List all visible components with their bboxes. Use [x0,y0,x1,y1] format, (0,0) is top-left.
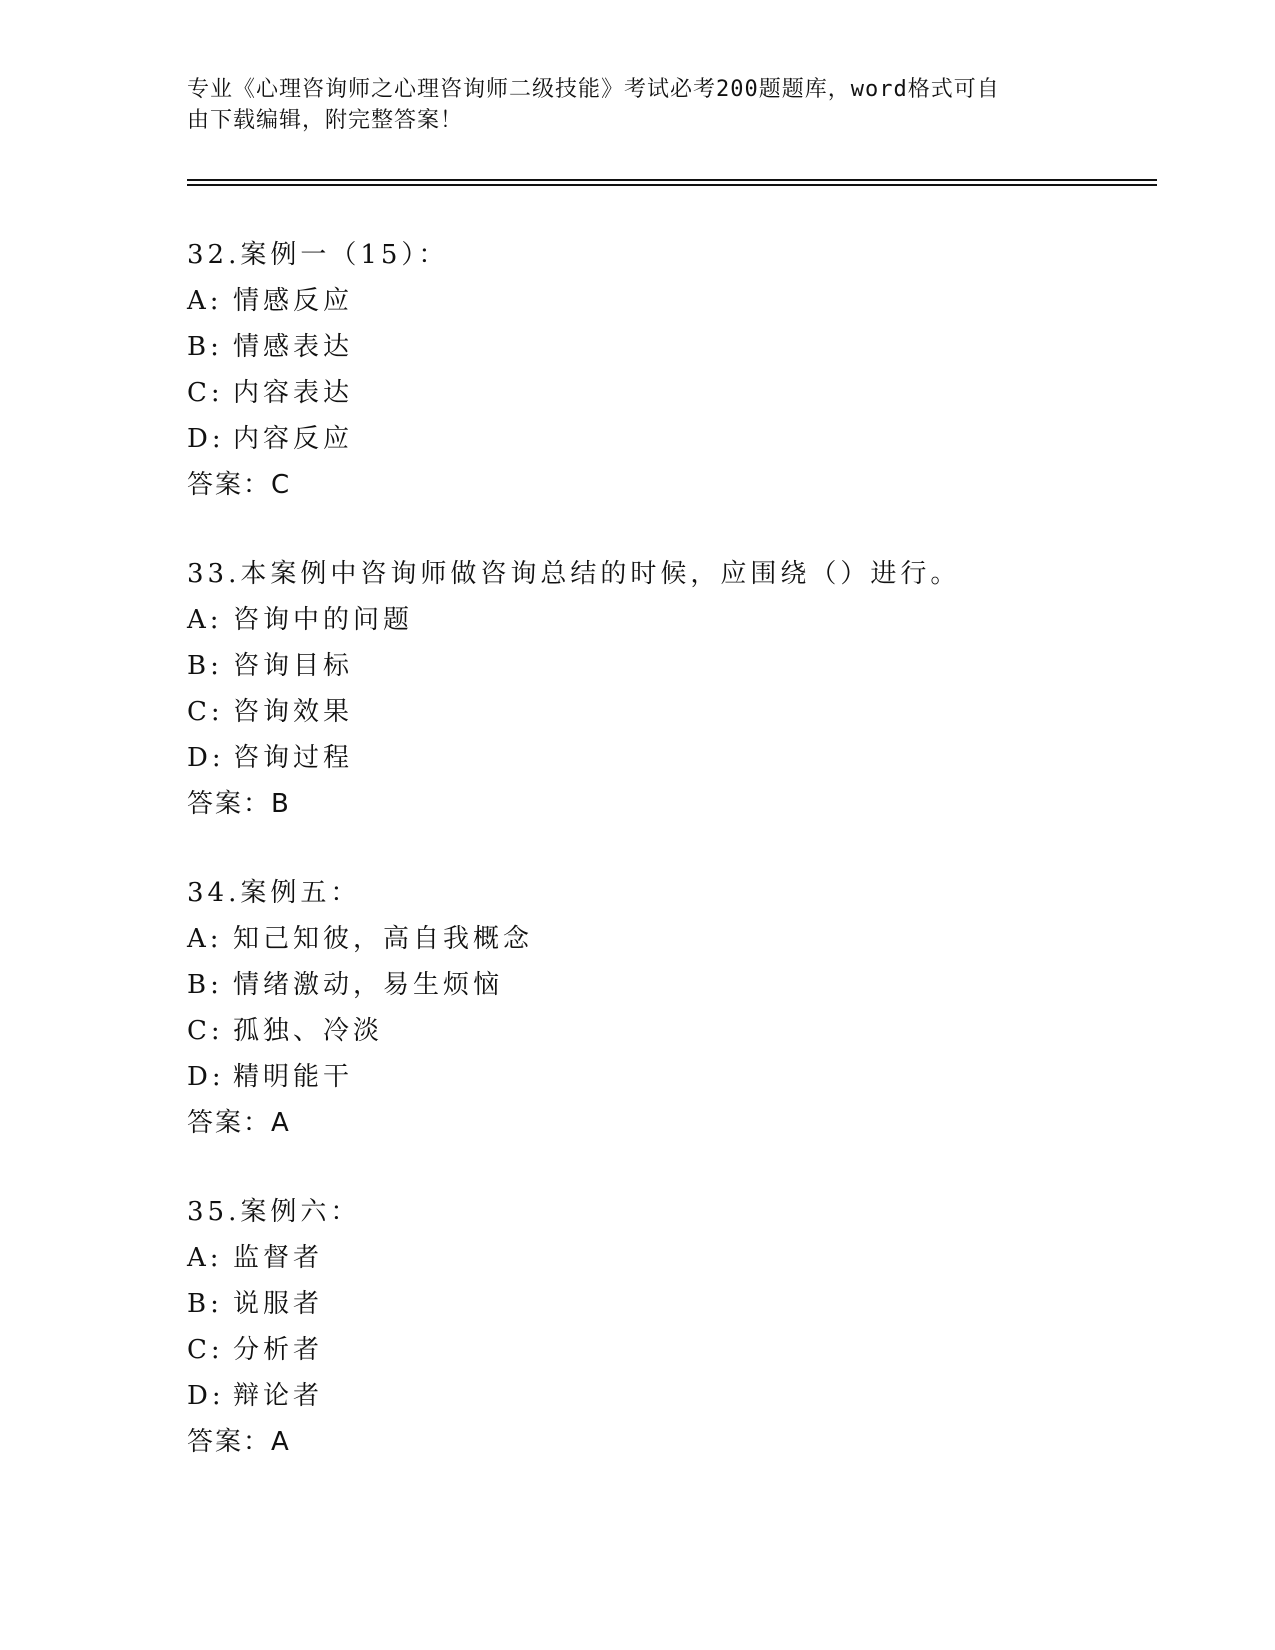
option-text: 咨询过程 [233,743,354,773]
option-a [187,597,1147,643]
option-d [187,735,1147,781]
question-stem: 32.案例一（15）： [187,240,449,270]
header-line-2: 由下载编辑，附完整答案！ [187,108,464,133]
option-a [187,278,1147,324]
option-text: 辩论者 [233,1381,324,1411]
option-label: C: [187,1335,224,1365]
option-b [187,324,1147,370]
option-c [187,689,1147,735]
option-b [187,1281,1147,1327]
option-label: B: [187,332,223,362]
option-text: 监督者 [233,1243,324,1273]
option-b [187,643,1147,689]
header-divider-top [187,179,1157,181]
option-text: 内容表达 [233,378,354,408]
option-text: 孤独、冷淡 [233,1016,384,1046]
question-stem: 35.案例六： [187,1197,361,1227]
option-label: D: [187,424,225,454]
option-d [187,1054,1147,1100]
document-header [187,74,1087,136]
question-stem: 33.本案例中咨询师做咨询总结的时候，应围绕（）进行。 [187,559,961,589]
header-divider-bottom [187,184,1157,186]
option-label: A: [187,1243,223,1273]
option-label: A: [187,286,223,316]
option-text: 情绪激动，易生烦恼 [233,970,504,1000]
answer-line: 答案：A [187,1427,291,1457]
option-d [187,416,1147,462]
option-label: B: [187,970,223,1000]
option-text: 情感表达 [233,332,354,362]
option-label: D: [187,1381,225,1411]
question-block [187,870,1147,1146]
option-d [187,1373,1147,1419]
option-a [187,916,1147,962]
option-text: 咨询中的问题 [233,605,414,635]
option-text: 精明能干 [233,1062,354,1092]
option-text: 知己知彼，高自我概念 [233,924,534,954]
option-label: C: [187,1016,224,1046]
option-label: A: [187,924,223,954]
question-block [187,232,1147,508]
question-stem: 34.案例五： [187,878,361,908]
question-block [187,1189,1147,1465]
option-text: 咨询目标 [233,651,354,681]
option-label: A: [187,605,223,635]
answer-line: 答案：C [187,470,292,500]
option-text: 咨询效果 [233,697,354,727]
option-c [187,1008,1147,1054]
answer-line: 答案：A [187,1108,291,1138]
question-block [187,551,1147,827]
option-b [187,962,1147,1008]
option-label: B: [187,1289,223,1319]
option-text: 内容反应 [233,424,354,454]
option-label: B: [187,651,223,681]
header-line-1: 专业《心理咨询师之心理咨询师二级技能》考试必考200题题库，word格式可自 [187,77,1000,102]
option-label: C: [187,378,224,408]
option-c [187,370,1147,416]
option-text: 说服者 [233,1289,324,1319]
option-a [187,1235,1147,1281]
option-text: 分析者 [233,1335,324,1365]
option-label: D: [187,743,225,773]
answer-line: 答案：B [187,789,291,819]
option-text: 情感反应 [233,286,354,316]
option-c [187,1327,1147,1373]
option-label: C: [187,697,224,727]
option-label: D: [187,1062,225,1092]
